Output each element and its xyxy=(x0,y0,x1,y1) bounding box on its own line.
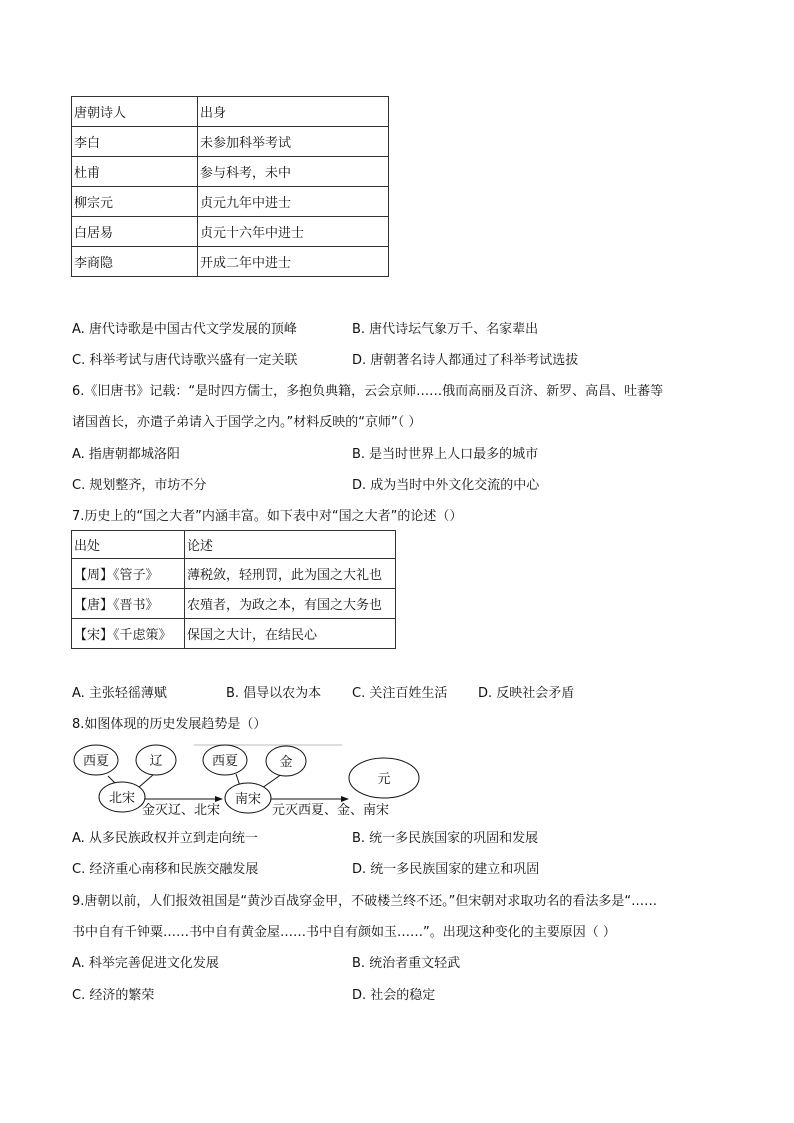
q6-stem-line1: 6.《旧唐书》记载：“是时四方儒士，多抱负典籍，云会京师……俄而高丽及百济、新罗、高昌、吐蕃等 xyxy=(72,384,664,399)
table-row xyxy=(72,247,389,277)
arrow-label: 元灭西夏、金、南宋 xyxy=(272,803,390,818)
table-cell: 李白 xyxy=(72,127,198,157)
q6-option-a[interactable]: A. 指唐朝都城洛阳 xyxy=(72,447,180,462)
q9-option-b[interactable]: B. 统治者重文轻武 xyxy=(352,956,461,971)
table-row xyxy=(72,217,389,247)
table-row xyxy=(72,157,389,187)
q9-option-d[interactable]: D. 社会的稳定 xyxy=(352,988,436,1003)
table-cell: 保国之大计，在结民心 xyxy=(185,619,396,649)
q8-option-d[interactable]: D. 统一多民族国家的建立和巩固 xyxy=(352,862,540,877)
q5-option-a[interactable]: A. 唐代诗歌是中国古代文学发展的顶峰 xyxy=(72,322,297,337)
q7-option-d[interactable]: D. 反映社会矛盾 xyxy=(478,686,575,701)
q8-option-b[interactable]: B. 统一多民族国家的巩固和发展 xyxy=(352,831,539,846)
node-label: 南宋 xyxy=(234,792,262,807)
q7-option-a[interactable]: A. 主张轻徭薄赋 xyxy=(72,686,167,701)
node-label: 辽 xyxy=(149,754,163,769)
q6-stem-line2: 诸国酋长，亦遣子弟请入于国学之内。”材料反映的“京师”（ ） xyxy=(72,415,422,430)
q6-option-d[interactable]: D. 成为当时中外文化交流的中心 xyxy=(352,478,540,493)
table-row xyxy=(72,619,396,649)
q5-option-c[interactable]: C. 科举考试与唐代诗歌兴盛有一定关联 xyxy=(72,353,298,368)
poets-table xyxy=(71,96,389,277)
table-cell: 贞元九年中进士 xyxy=(198,187,389,217)
table-cell: 农殖者，为政之本，有国之大务也 xyxy=(185,589,396,619)
connector-line xyxy=(262,774,282,788)
table-cell: 杜甫 xyxy=(72,157,198,187)
table-cell: 未参加科举考试 xyxy=(198,127,389,157)
q8-option-c[interactable]: C. 经济重心南移和民族交融发展 xyxy=(72,862,259,877)
q5-option-d[interactable]: D. 唐朝著名诗人都通过了科举考试选拔 xyxy=(352,353,579,368)
q6-option-b[interactable]: B. 是当时世界上人口最多的城市 xyxy=(352,447,539,462)
node-label: 西夏 xyxy=(211,754,239,769)
table-cell: 柳宗元 xyxy=(72,187,198,217)
table-header-row xyxy=(72,531,396,559)
connector-line xyxy=(138,774,154,788)
table-header-cell: 出身 xyxy=(198,97,389,127)
table-cell: 薄税敛，轻刑罚，此为国之大礼也 xyxy=(185,559,396,589)
q5-option-b[interactable]: B. 唐代诗坛气象万千、名家辈出 xyxy=(352,322,539,337)
node-label: 金 xyxy=(279,755,293,770)
table-cell: 【宋】《千虑策》 xyxy=(72,619,185,649)
table-cell: 【唐】《晋书》 xyxy=(72,589,185,619)
q9-stem-line1: 9.唐朝以前，人们报效祖国是“黄沙百战穿金甲，不破楼兰终不还。”但宋朝对求取功名的看法多是“…… xyxy=(72,894,658,909)
table-row xyxy=(72,589,396,619)
q7-table xyxy=(71,530,396,649)
node-label: 北宋 xyxy=(108,791,136,806)
q7-option-b[interactable]: B. 倡导以农为本 xyxy=(226,686,322,701)
q9-stem-line2: 书中自有千钟粟……书中自有黄金屋……书中自有颜如玉……”。出现这种变化的主要原因（ ） xyxy=(72,925,616,940)
table-header-row xyxy=(72,97,389,127)
table-header-cell: 出处 xyxy=(72,531,185,559)
q8-option-a[interactable]: A. 从多民族政权并立到走向统一 xyxy=(72,831,258,846)
q8-diagram xyxy=(72,740,432,825)
table-cell: 白居易 xyxy=(72,217,198,247)
node-label: 西夏 xyxy=(82,754,110,769)
table-cell: 参与科考，未中 xyxy=(198,157,389,187)
arrow-label: 金灭辽、北宋 xyxy=(142,803,221,818)
table-row xyxy=(72,559,396,589)
table-header-cell: 唐朝诗人 xyxy=(72,97,198,127)
table-row xyxy=(72,127,389,157)
q9-option-a[interactable]: A. 科举完善促进文化发展 xyxy=(72,956,219,971)
table-cell: 李商隐 xyxy=(72,247,198,277)
node-label: 元 xyxy=(377,772,391,787)
table-header-cell: 论述 xyxy=(185,531,396,559)
table-cell: 贞元十六年中进士 xyxy=(198,217,389,247)
table-row xyxy=(72,187,389,217)
q7-stem: 7.历史上的“国之大者”内涵丰富。如下表中对“国之大者”的论述（） xyxy=(72,509,463,524)
q7-option-c[interactable]: C. 关注百姓生活 xyxy=(352,686,448,701)
q6-option-c[interactable]: C. 规划整齐，市坊不分 xyxy=(72,478,207,493)
q9-option-c[interactable]: C. 经济的繁荣 xyxy=(72,988,155,1003)
table-cell: 【周】《管子》 xyxy=(72,559,185,589)
table-cell: 开成二年中进士 xyxy=(198,247,389,277)
q8-stem: 8.如图体现的历史发展趋势是（） xyxy=(72,717,267,732)
